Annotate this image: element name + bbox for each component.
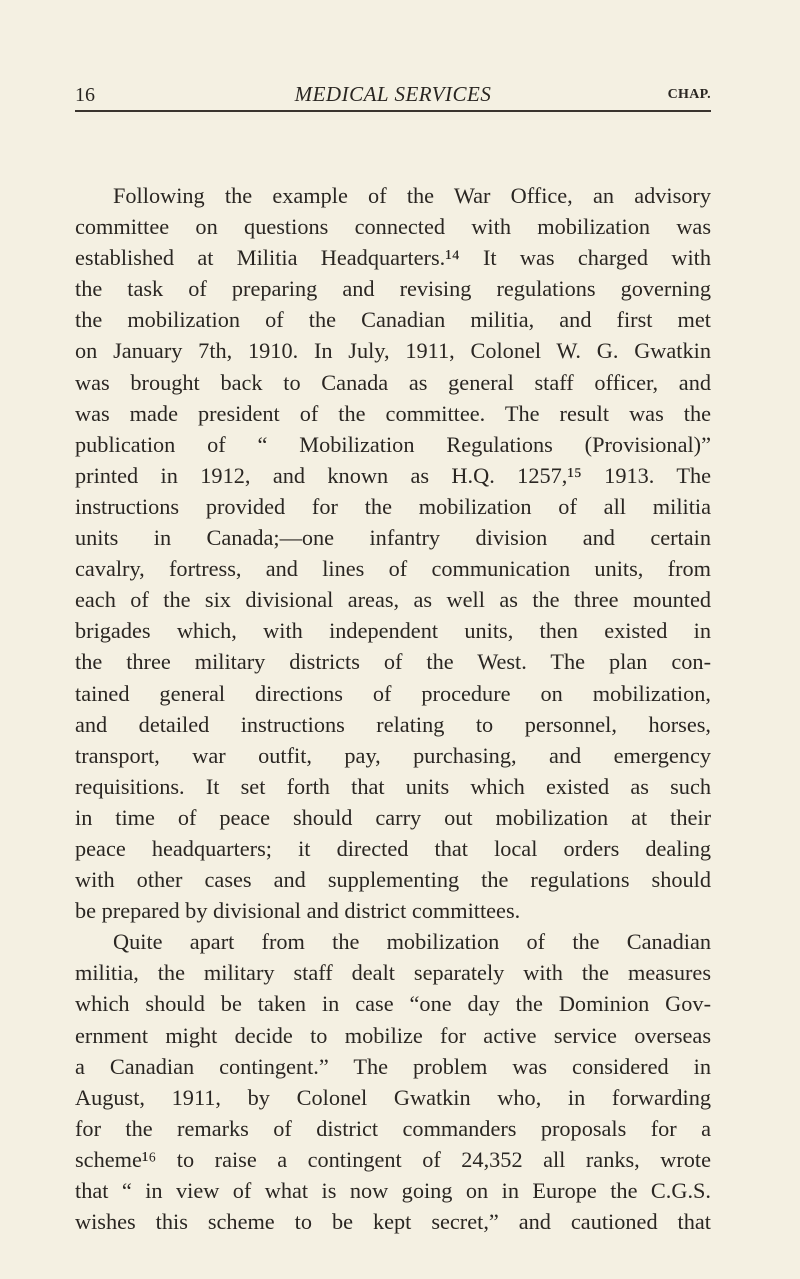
text-line: Quite apart from the mobilization of the Canadian <box>113 929 711 955</box>
text-line: the task of preparing and revising regulations governing <box>75 276 711 302</box>
text-line: tained general directions of procedure on mobilization, <box>75 680 711 706</box>
page-number: 16 <box>75 84 95 106</box>
text-line: cavalry, fortress, and lines of communication units, from <box>75 556 711 582</box>
text-line: was brought back to Canada as general staff officer, and <box>75 369 711 395</box>
text-line: a Canadian contingent.” The problem was considered in <box>75 1053 711 1079</box>
running-title: MEDICAL SERVICES <box>294 82 492 106</box>
text-line: for the remarks of district commanders proposals for a <box>75 1115 711 1141</box>
chapter-label: CHAP. <box>667 87 711 102</box>
text-line: transport, war outfit, pay, purchasing, and emergency <box>75 742 711 768</box>
running-header <box>75 84 711 110</box>
text-line: committee on questions connected with mobilization was <box>75 214 711 240</box>
text-line: instructions provided for the mobilization of all militia <box>75 493 711 519</box>
text-line: in time of peace should carry out mobilization at their <box>75 804 711 830</box>
text-line: peace headquarters; it directed that local orders dealing <box>75 835 711 861</box>
text-line: wishes this scheme to be kept secret,” and cautioned that <box>75 1209 711 1235</box>
text-line: scheme¹⁶ to raise a contingent of 24,352 all ranks, wrote <box>75 1146 711 1172</box>
text-line: with other cases and supplementing the regulations should <box>75 867 711 893</box>
text-line: which should be taken in case “one day the Dominion Gov- <box>75 991 711 1017</box>
text-line: brigades which, with independent units, then existed in <box>75 618 711 644</box>
text-line: militia, the military staff dealt separately with the measures <box>75 960 711 986</box>
text-line: the three military districts of the West. The plan con- <box>75 649 711 675</box>
text-line: August, 1911, by Colonel Gwatkin who, in forwarding <box>75 1084 711 1110</box>
body-text <box>75 180 711 1237</box>
text-line: the mobilization of the Canadian militia, and first met <box>75 307 711 333</box>
text-line: Following the example of the War Office, an advisory <box>113 183 711 208</box>
text-line: and detailed instructions relating to personnel, horses, <box>75 711 711 737</box>
text-line: publication of “ Mobilization Regulations (Provisional)” <box>75 431 711 457</box>
text-line: units in Canada;—one infantry division and certain <box>75 525 711 551</box>
header-rule <box>75 110 711 112</box>
text-line: requisitions. It set forth that units which existed as such <box>75 773 711 799</box>
text-line: was made president of the committee. The result was the <box>75 400 711 426</box>
text-line: each of the six divisional areas, as well as the three mounted <box>75 587 711 613</box>
text-line: on January 7th, 1910. In July, 1911, Colonel W. G. Gwatkin <box>75 338 711 364</box>
text-line: ernment might decide to mobilize for active service overseas <box>75 1022 711 1048</box>
text-line: that “ in view of what is now going on in Europe the C.G.S. <box>75 1178 711 1203</box>
text-line: printed in 1912, and known as H.Q. 1257,¹⁵ 1913. The <box>75 462 711 488</box>
text-line: be prepared by divisional and district committees. <box>75 898 521 924</box>
text-line: established at Militia Headquarters.¹⁴ It was charged with <box>75 245 711 271</box>
